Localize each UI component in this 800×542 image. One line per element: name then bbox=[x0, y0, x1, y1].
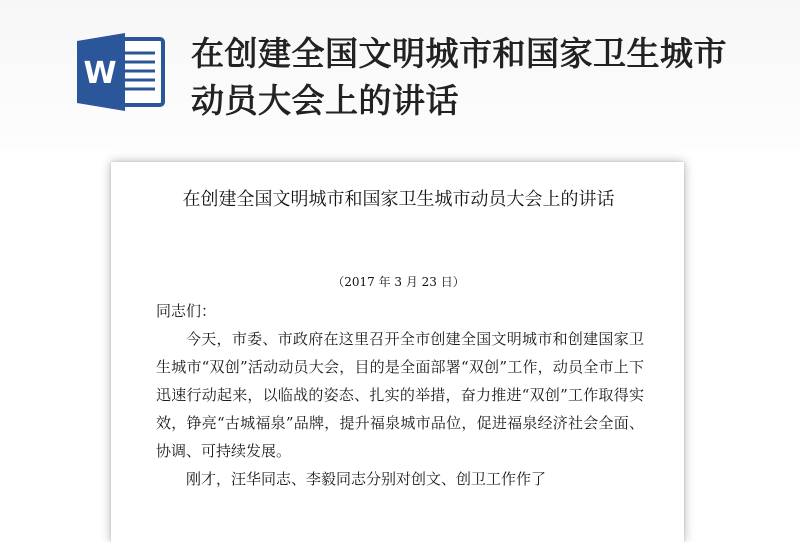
paragraph: 刚才，汪华同志、李毅同志分别对创文、创卫工作作了 bbox=[186, 470, 547, 488]
document-body bbox=[156, 297, 644, 493]
salutation: 同志们： bbox=[156, 302, 217, 320]
svg-text:W: W bbox=[83, 56, 117, 91]
word-document-icon bbox=[75, 31, 167, 113]
document-page bbox=[111, 162, 684, 542]
document-title: 在创建全国文明城市和国家卫生城市动员大会上的讲话 bbox=[182, 189, 615, 210]
page-title: 在创建全国文明城市和国家卫生城市动员大会上的讲话 bbox=[191, 34, 727, 120]
document-date: （2017 年 3 月 23 日） bbox=[332, 275, 465, 289]
paragraph: 今天，市委、市政府在这里召开全市创建全国文明城市和创建国家卫生城市“双创”活动动员大会，目的是全面部署“双创”工作，动员全市上下迅速行动起来，以临战的姿态、扎实的举措，奋力推进“双创”工作取得实效，铮亮“古城福泉”品牌，提升福泉城市品位，促进福泉经济社会全面、协调、可持续发展。 bbox=[156, 330, 644, 460]
